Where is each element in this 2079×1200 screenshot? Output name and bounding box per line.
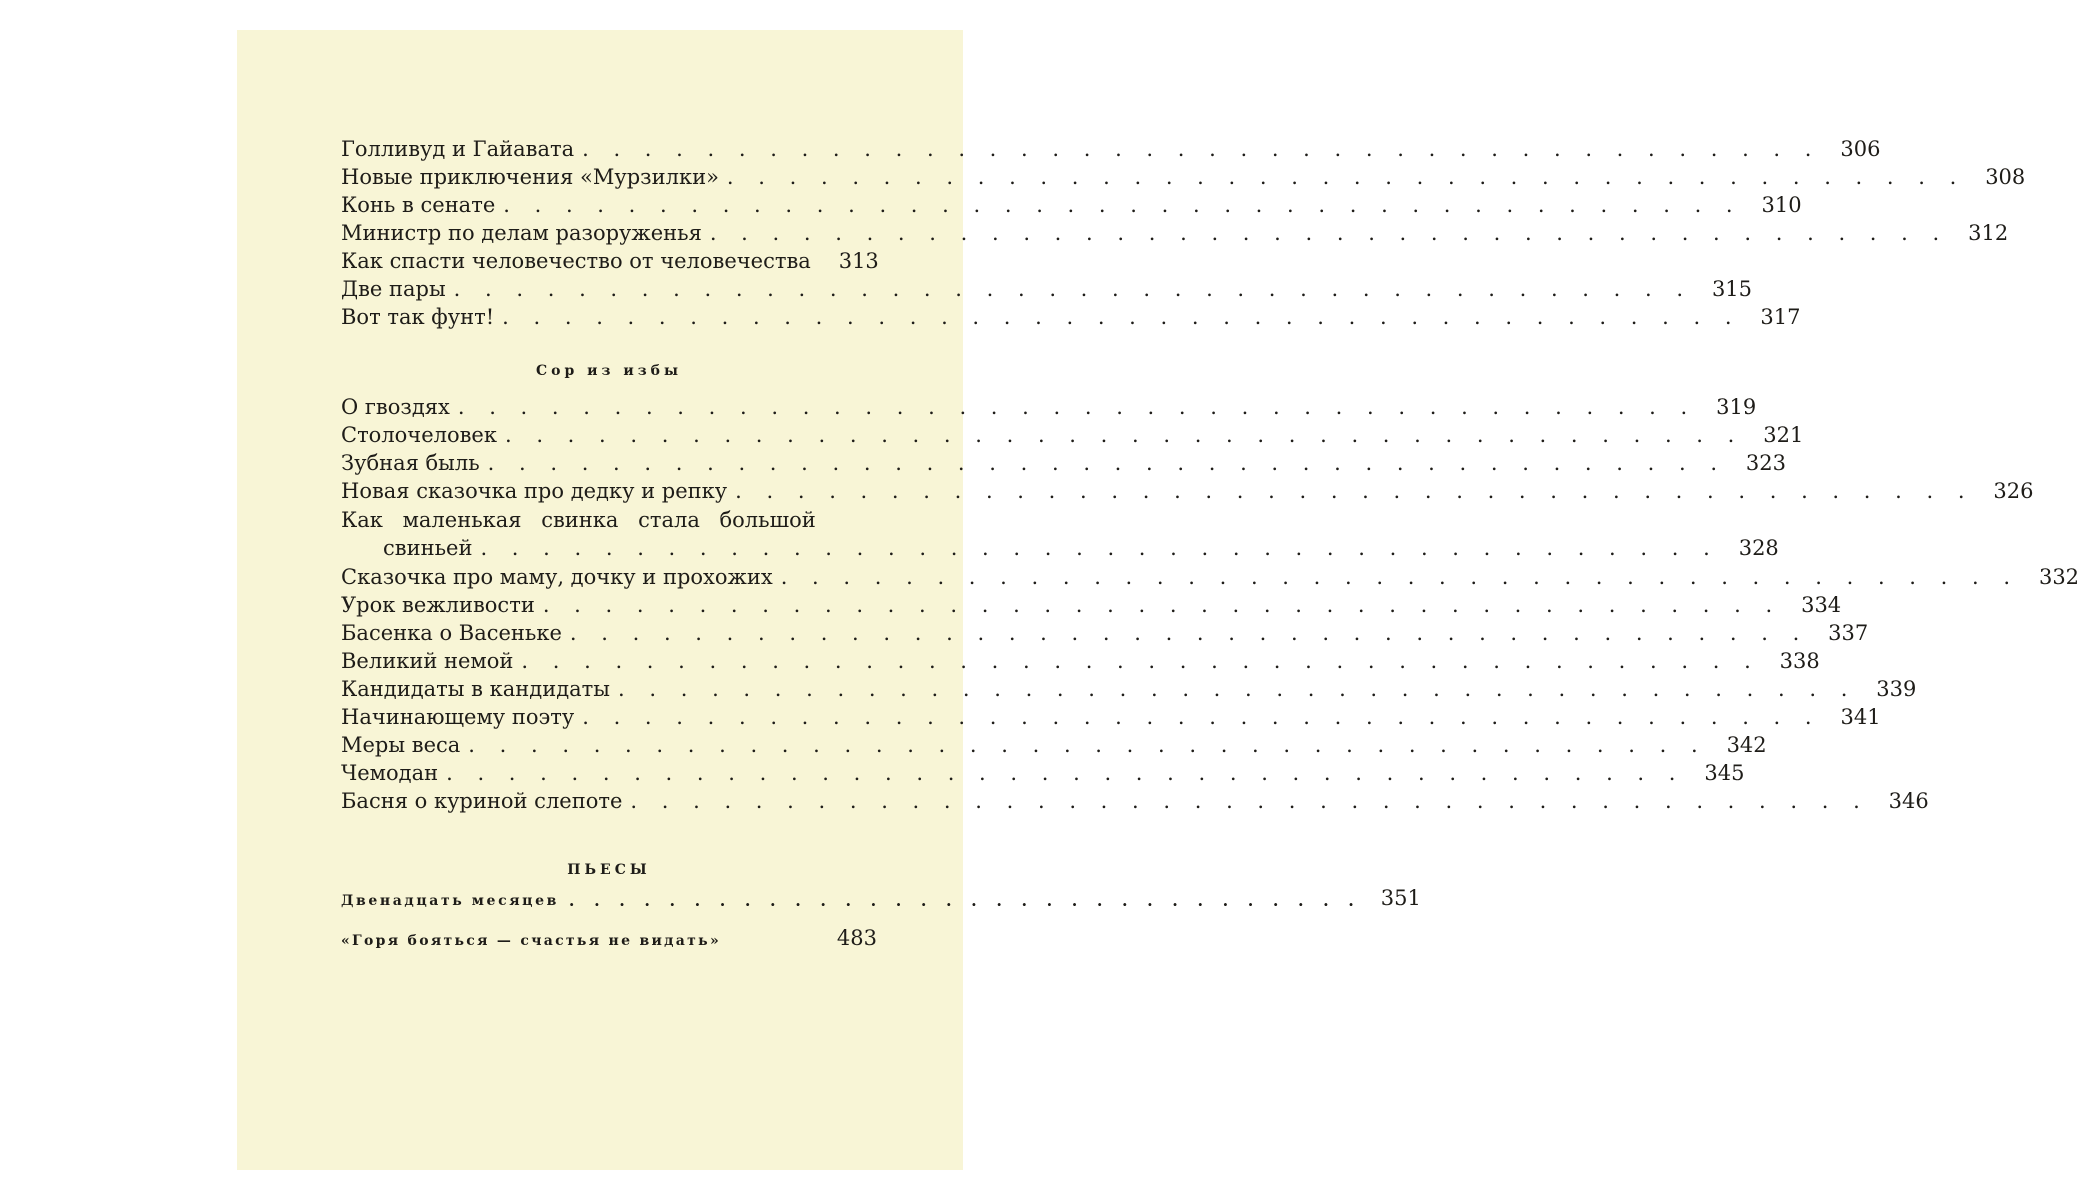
dot-leader: . . . . . . . . . . . . . . . . . . . . . . . . . . . . . . . . . . . . . . . . <box>569 621 1809 645</box>
toc-entry-page: 332 <box>2038 565 2079 589</box>
dot-leader: . . . . . . . . . . . . . . . . . . . . . . . . . . . . . . . . . . . . . . . . <box>726 165 1966 189</box>
toc-entry <box>341 135 1881 163</box>
toc-entry-page: 334 <box>1801 593 1842 617</box>
toc-entry <box>341 219 2009 247</box>
dot-leader: . . . . . . . . . . . . . . . . . . . . . . . . . . . . . . . . . . . . . . . . <box>503 193 1742 217</box>
toc-entry-title: Конь в сенате <box>341 193 496 217</box>
dot-leader: . . . . . . . . . . . . . . . . . . . . . . . . . . . . . . . . . . . . . . . . <box>780 565 2020 589</box>
toc-entry-page: 321 <box>1763 423 1804 447</box>
toc-entry <box>383 534 1779 562</box>
toc-entry-page: 308 <box>1985 165 2026 189</box>
toc-entry-title: Новые приключения «Мурзилки» <box>341 165 719 189</box>
dot-leader: . . . . . . . . . . . . . . . . . . . . . . . . . . . . . . . . . . . . . . . . <box>542 593 1782 617</box>
toc-entry-title: Как спасти человечество от человечества <box>341 249 811 273</box>
toc-entry-page: 337 <box>1828 621 1869 645</box>
toc-entry-title: Двенадцать месяцев <box>341 893 559 909</box>
section-heading: Сор из избы <box>535 363 683 379</box>
dot-leader: . . . . . . . . . . . . . . . . . . . . . . . . . . . . . . . . . . . . . . . . <box>735 479 1974 503</box>
toc-entry-page: 317 <box>1760 305 1801 329</box>
dot-leader: . . . . . . . . . . . . . . . . . . . . . . . . . . . . . . . . . . . . . . . . <box>618 677 1857 701</box>
toc-entry <box>341 303 1801 331</box>
toc-entry-title: Басня о куриной слепоте <box>341 789 623 813</box>
toc-entry <box>341 759 1745 787</box>
toc-entry-page: 342 <box>1726 733 1767 757</box>
toc-entry-title: Министр по делам разоруженья <box>341 221 702 245</box>
toc-entry-page: 345 <box>1704 761 1745 785</box>
dot-leader: . . . . . . . . . . . . . . . . . . . . . . . . . . . . . . . . . . . . . . . . <box>487 451 1727 475</box>
toc-entry <box>341 787 1929 815</box>
toc-entry-title: Столочеловек <box>341 423 497 447</box>
toc-entry <box>341 275 1753 303</box>
toc-entry <box>341 477 2034 505</box>
toc-entry-title: Кандидаты в кандидаты <box>341 677 611 701</box>
toc-entry-title: Зубная быль <box>341 451 480 475</box>
toc-entry-page: 319 <box>1716 395 1757 419</box>
toc-entry-title: Две пары <box>341 277 446 301</box>
dot-leader: . . . . . . . . . . . . . . . . . . . . . . . . . . . . . . . . . . . . . . . . <box>457 395 1697 419</box>
toc-entry <box>341 731 1767 759</box>
dot-leader: . . . . . . . . . . . . . . . . . . . . . . . . . . . . . . . . . . . . . . . . <box>582 705 1821 729</box>
dot-leader: . . . . . . . . . . . . . . . . . . . . . . . . . . . . . . . . . . . . . . . . <box>630 789 1869 813</box>
toc-entry-page: 351 <box>1380 886 1421 910</box>
dot-leader: . . . . . . . . . . . . . . . . . . . . . . . . . . . . . . . . . . . . . . . . <box>502 305 1741 329</box>
toc-entry-page: 313 <box>838 249 879 273</box>
dot-leader: . . . . . . . . . . . . . . . . . . . . . . . . . . . . . . . . . . . . . . . . <box>582 137 1821 161</box>
toc-entry-title: Начинающему поэту <box>341 705 575 729</box>
toc-entry-page: 315 <box>1711 277 1753 301</box>
toc-entry-title: Басенка о Васеньке <box>341 621 562 645</box>
toc-entry-page: 341 <box>1840 705 1881 729</box>
toc-entry-page: 310 <box>1761 193 1802 217</box>
toc-entry <box>341 884 1421 912</box>
section-heading: ПЬЕСЫ <box>567 862 651 878</box>
toc-entry <box>341 421 1804 449</box>
toc-entry-title: Новая сказочка про дедку и репку <box>341 479 728 503</box>
toc-entry-page: 338 <box>1779 649 1820 673</box>
toc-entry-page: 483 <box>836 926 877 950</box>
toc-entry-title: Сказочка про маму, дочку и прохожих <box>341 565 773 589</box>
toc-entry-title: О гвоздях <box>341 395 450 419</box>
toc-entry-page: 326 <box>1993 479 2034 503</box>
toc-entry-page: 346 <box>1888 789 1929 813</box>
toc-entry <box>341 191 1802 219</box>
dot-leader: . . . . . . . . . . . . . . . . . . . . . . . . . . . . . . . . . . . . . . . . <box>480 536 1719 560</box>
toc-entry-page: 323 <box>1745 451 1787 475</box>
toc-entry-title: Голливуд и Гайавата <box>341 137 575 161</box>
toc-entry-title: Вот так фунт! <box>341 305 495 329</box>
toc-entry-page: 339 <box>1876 677 1917 701</box>
dot-leader: . . . . . . . . . . . . . . . . . . . . . . . . . . . . . . . . <box>568 891 1361 910</box>
dot-leader: . . . . . . . . . . . . . . . . . . . . . . . . . . . . . . . . . . . . . . . . <box>446 761 1685 785</box>
toc-entry-title: Чемодан <box>341 761 439 785</box>
toc-entry <box>341 924 877 952</box>
toc-entry-title: Великий немой <box>341 649 514 673</box>
dot-leader: . . . . . . . . . . . . . . . . . . . . . . . . . . . . . . . . . . . . . . . . <box>504 423 1744 447</box>
toc-entry <box>341 647 1820 675</box>
toc-entry <box>341 449 1787 477</box>
dot-leader: . . . . . . . . . . . . . . . . . . . . . . . . . . . . . . . . . . . . . . . . <box>453 277 1693 301</box>
dot-leader: . . . . . . . . . . . . . . . . . . . . . . . . . . . . . . . . . . . . . . . . <box>709 221 1949 245</box>
toc-entry <box>341 675 1917 703</box>
toc-entry <box>341 563 2079 591</box>
toc-entry <box>341 247 877 275</box>
dot-leader: . . . . . . . . . . . . . . . . . . . . . . . . . . . . . . . . . . . . . . . . <box>521 649 1760 673</box>
toc-entry <box>341 591 1842 619</box>
toc-entry-title-line1: Как маленькая свинка стала большой <box>341 508 816 532</box>
toc-entry <box>341 163 2026 191</box>
toc-entry-page: 328 <box>1738 536 1779 560</box>
toc-entry <box>341 703 1881 731</box>
toc-entry-page: 306 <box>1840 137 1881 161</box>
dot-leader: . . . . . . . . . . . . . . . . . . . . . . . . . . . . . . . . . . . . . . . . <box>468 733 1707 757</box>
toc-entry <box>341 393 1757 421</box>
toc-entry-title: Урок вежливости <box>341 593 535 617</box>
toc-entry-title-line2: свиньей <box>383 536 473 560</box>
toc-entry-page: 312 <box>1968 221 2009 245</box>
toc-entry <box>341 619 1869 647</box>
toc-entry-title: «Горя бояться — счастья не видать» <box>341 933 721 949</box>
toc-entry-title: Меры веса <box>341 733 461 757</box>
